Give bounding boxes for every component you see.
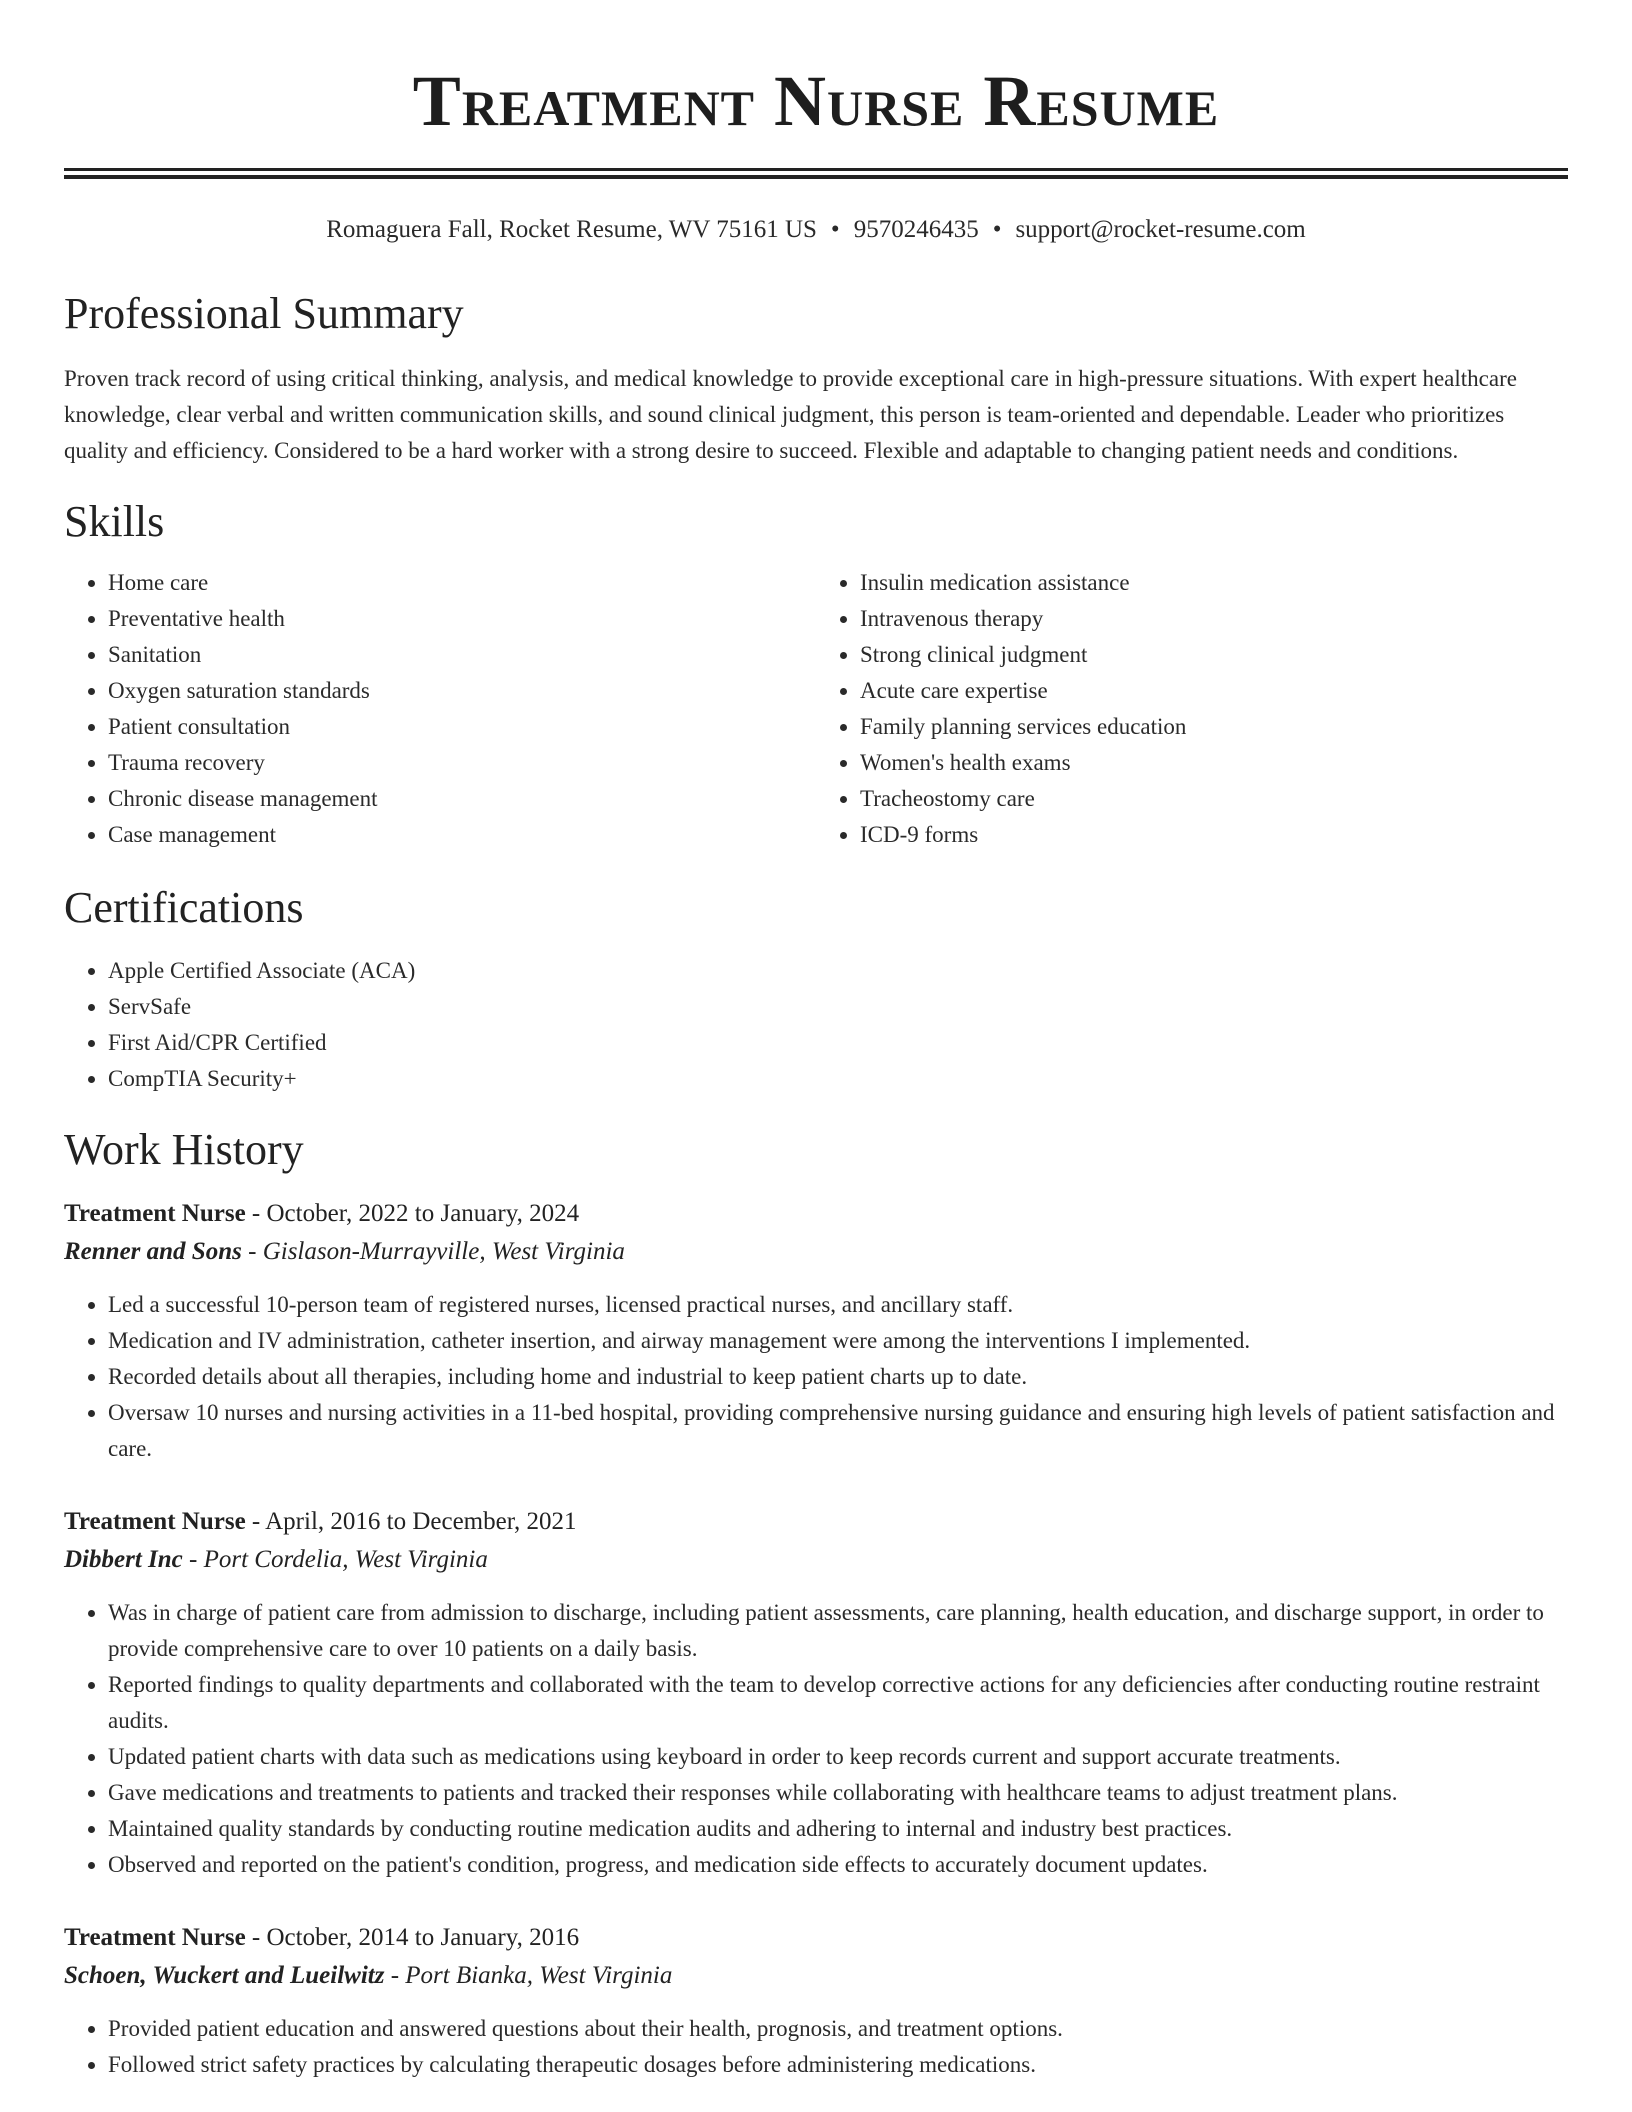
job-dates: October, 2022 to January, 2024 [266,1200,580,1227]
contact-email: support@rocket-resume.com [1015,216,1306,243]
job-duty: • Was in charge of patient care from admission to discharge, including patient assessments, care planning, health education, and discharge support, in order to provide comprehensive care to over 10 patients on a daily basis. [108,1595,1568,1667]
skill-item: • Tracheostomy care [860,781,1568,817]
skill-item: • Strong clinical judgment [860,637,1568,673]
job-duty: • Updated patient charts with data such as medications using keyboard in order to keep records current and support accurate treatments. [108,1739,1568,1775]
skill-item: • Home care [108,565,816,601]
certifications-list [64,953,1568,1097]
job-location: Port Cordelia, West Virginia [203,1546,488,1573]
job-dates: October, 2014 to January, 2016 [266,1924,580,1951]
job-duty: • Gave medications and treatments to patients and tracked their responses while collaborating with healthcare teams to adjust treatment plans. [108,1775,1568,1811]
skills-right-list [816,565,1568,853]
job-entry [64,1195,1568,1467]
job-entry [64,1919,1568,2083]
job-dates: April, 2016 to December, 2021 [265,1508,577,1535]
job-duty: • Provided patient education and answered questions about their health, prognosis, and treatment options. [108,2011,1568,2047]
skill-item: • Insulin medication assistance [860,565,1568,601]
job-location: Port Bianka, West Virginia [405,1962,673,1989]
skill-item: • Women's health exams [860,745,1568,781]
skill-item: • Preventative health [108,601,816,637]
job-header [64,1195,1568,1233]
job-location: Gislason-Murrayville, West Virginia [262,1238,625,1265]
job-duty: • Led a successful 10-person team of registered nurses, licensed practical nurses, and ancillary staff. [108,1287,1568,1323]
resume-title: Treatment Nurse Resume [412,61,1220,141]
skills-columns [64,565,1568,853]
skills-heading: Skills [64,497,165,546]
job-header [64,1919,1568,1957]
job-dash: - [182,1546,204,1573]
job-duty: • Recorded details about all therapies, including home and industrial to keep patient charts up to date. [108,1359,1568,1395]
contact-separator: • [830,216,840,243]
job-duties-list [64,1287,1568,1467]
job-dash: - [245,1200,267,1227]
job-dash: - [384,1962,406,1989]
job-company: Dibbert Inc [64,1546,183,1573]
certification-item: • First Aid/CPR Certified [108,1025,1568,1061]
job-company: Renner and Sons [64,1238,242,1265]
job-employer [64,1541,1568,1579]
summary-text: Proven track record of using critical thinking, analysis, and medical knowledge to provide exceptional care in high-pressure situations. With expert healthcare knowledge, clear verbal and written communication skills, and sound clinical judgment, this person is team-oriented and dependable. Leader who prioritizes quality and efficiency. Considered to be a hard worker with a strong desire to succeed. Flexible and adaptable to changing patient needs and conditions. [64,366,1517,463]
title-divider [64,168,1568,179]
job-dash: - [245,1508,266,1535]
skill-item: • Acute care expertise [860,673,1568,709]
job-duties-list [64,2011,1568,2083]
contact-address: Romaguera Fall, Rocket Resume, WV 75161 US [326,216,817,243]
contact-separator: • [992,216,1002,243]
contact-line [64,213,1568,247]
job-duty: • Followed strict safety practices by calculating therapeutic dosages before administering medications. [108,2047,1568,2083]
job-duty: • Reported findings to quality departments and collaborated with the team to develop corrective actions for any deficiencies after conducting routine restraint audits. [108,1667,1568,1739]
skill-item: • Family planning services education [860,709,1568,745]
job-dash: - [245,1924,267,1951]
job-duties-list [64,1595,1568,1883]
skill-item: • Intravenous therapy [860,601,1568,637]
skill-item: • Chronic disease management [108,781,816,817]
certification-item: • CompTIA Security+ [108,1061,1568,1097]
job-employer [64,1957,1568,1995]
skill-item: • Sanitation [108,637,816,673]
skill-item: • Case management [108,817,816,853]
certifications-heading: Certifications [64,883,304,932]
job-duty: • Maintained quality standards by conducting routine medication audits and adhering to internal and industry best practices. [108,1811,1568,1847]
job-dash: - [241,1238,263,1265]
resume-page [64,0,1568,2083]
job-duty: • Observed and reported on the patient's condition, progress, and medication side effects to accurately document updates. [108,1847,1568,1883]
skill-item: • Patient consultation [108,709,816,745]
job-employer [64,1233,1568,1271]
summary-heading: Professional Summary [64,289,464,338]
certification-item: • ServSafe [108,989,1568,1025]
job-title: Treatment Nurse [64,1200,246,1227]
job-title: Treatment Nurse [64,1508,246,1535]
job-entry [64,1503,1568,1883]
skill-item: • ICD-9 forms [860,817,1568,853]
job-company: Schoen, Wuckert and Lueilwitz [64,1962,385,1989]
job-title: Treatment Nurse [64,1924,246,1951]
skills-left-list [64,565,816,853]
contact-phone: 9570246435 [853,216,979,243]
certification-item: • Apple Certified Associate (ACA) [108,953,1568,989]
skill-item: • Trauma recovery [108,745,816,781]
job-header [64,1503,1568,1541]
job-duty: • Oversaw 10 nurses and nursing activities in a 11-bed hospital, providing comprehensive nursing guidance and ensuring high levels of patient satisfaction and care. [108,1395,1568,1467]
skill-item: • Oxygen saturation standards [108,673,816,709]
work-history-heading: Work History [64,1125,304,1174]
job-duty: • Medication and IV administration, catheter insertion, and airway management were among the interventions I implemented. [108,1323,1568,1359]
